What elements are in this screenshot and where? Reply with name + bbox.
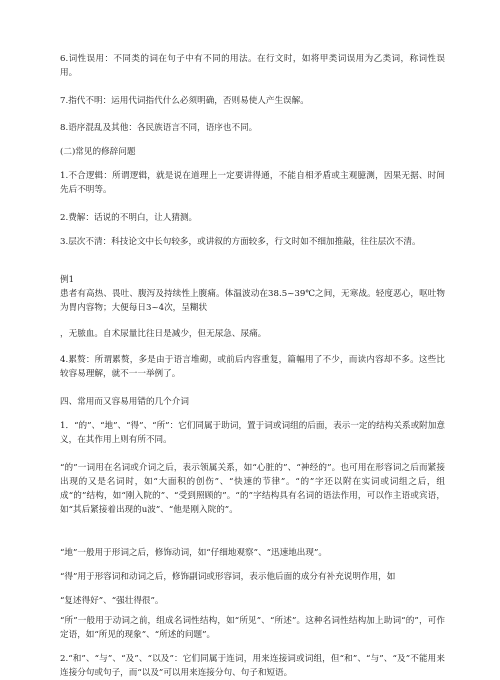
paragraph-obscure: 2.费解：话说的不明白，让人猜测。 xyxy=(60,213,198,223)
section-heading-rhetoric-problems: (二)常见的修辞问题 xyxy=(60,147,136,157)
paragraph-part-of-speech-misuse: 6.词性误用：不同类的词在句子中有不同的用法。在行文时，如将甲类词误用为乙类词，称词性误用。 xyxy=(60,54,445,78)
paragraph-unclear-layers: 3.层次不清：科技论文中长句较多，或讲叙的方面较多，行文时如不细加推敲，往往层次不清。 xyxy=(60,237,421,247)
example-text: 患者有高热、畏吐、腹泻及持续性上腹痛。体温波动在38.5~39℃之间，无寒战。轻度恶心，呕吐物为胃内容物；大便每日3~4次，呈糊状 xyxy=(60,289,445,313)
paragraph-di-usage: “地”一般用于形词之后，修饰动词，如“仔细地观察”、“迅速地出现”。 xyxy=(60,548,327,558)
example-label: 例1 xyxy=(60,275,75,285)
section-heading-prepositions: 四、常用而又容易用错的几个介词 xyxy=(60,397,189,407)
paragraph-de-di-de-suo: 1．“的”、“地”、“得”、“所”：它们同属于助词，置于词或词组的后面，表示一定的结构关系或附加意义，在其作用上则有所不同。 xyxy=(60,421,445,445)
paragraph-conjunctions: 2.“和”、“与”、“及”、“以及”：它们同属于连词，用来连接词或词组，但“和”、“与”、“及”不能用来连接分句或句子，而“以及”可以用来连接分句、句子和短语。 xyxy=(60,654,445,678)
paragraph-de-examples: “复述得好”、“强壮得很”。 xyxy=(60,596,164,606)
paragraph-illogical: 1.不合逻辑：所谓逻辑，就是说在道理上一定要讲得通，不能自相矛盾或主观臆测，因果无据、时间先后不明等。 xyxy=(60,171,445,195)
example-text-continued: ，无脓血。自术尿量比往日是减少，但无尿急、尿痛。 xyxy=(60,329,267,339)
paragraph-suo-usage: “所”一般用于动词之前，组成名词性结构，如“所见”、“所述”。这种名词性结构加上助词“的”，可作定语，如“所见的现象”、“所述的问题”。 xyxy=(60,616,445,640)
paragraph-word-order: 8.语序混乱及其他：各民族语言不同，语序也不同。 xyxy=(60,123,258,133)
paragraph-de-complement-usage: “得”用于形容词和动词之后，修饰副词或形容词，表示他后面的成分有补充说明作用，如 xyxy=(60,572,396,582)
paragraph-unclear-reference: 7.指代不明：运用代词指代什么必须明确，否则易使人产生误解。 xyxy=(60,96,309,106)
paragraph-de-usage: “的”一词用在名词或介词之后，表示领属关系，如“心脏的”、“神经的”。也可用在形容词之后而紧接出现的又是名词时，如“大面积的创伤”、“快速的节律”。“的”字还以附在实词或词组之后，组成“的”结构，如“刚入院的”、“受到照顾的”。“的”字结构具有名词的语法作用，可以作主语或宾语，如“其后紧接着出现的u波”、“他是刚入院的”。 xyxy=(60,463,445,515)
paragraph-redundancy: 4.累赘：所谓累赘，多是由于语言堆砌，或前后内容重复，篇幅用了不少，而读内容却不多。这些比较容易理解，就不一一举例了。 xyxy=(60,355,445,379)
